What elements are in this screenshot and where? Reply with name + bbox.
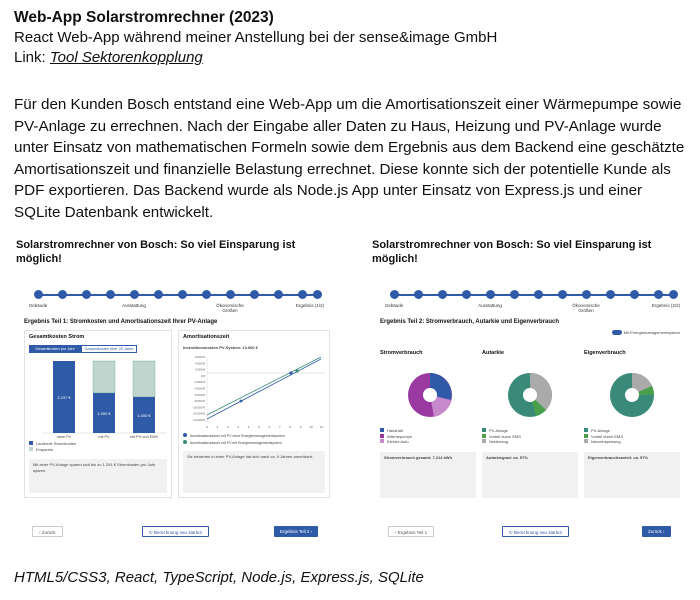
progress-stepper (28, 290, 325, 316)
amortisation-card (178, 330, 330, 498)
breakeven-point (289, 371, 292, 374)
x-tick-label: 1 (216, 425, 219, 429)
panel-title: Ergebnis Teil 1: Stromkosten und Amortisationszeit Ihrer PV-Anlage (24, 319, 218, 325)
costs-title: Gesamtkosten Strom (29, 334, 85, 340)
x-tick-label: 11 (319, 425, 323, 429)
bar-value: 1.000 € (97, 411, 111, 416)
consumption-pie (388, 362, 468, 428)
series-ohne-ems (207, 359, 321, 419)
x-tick-label: 4 (247, 425, 250, 429)
step-label: Ergebnis (1/2) (295, 303, 325, 308)
x-tick-label: 6 (268, 425, 271, 429)
screenshot-result-part-1 (16, 238, 338, 550)
legend-item: Haushalt (387, 428, 403, 433)
link-prefix: Link: (14, 49, 50, 66)
shot-title: Solarstromrechner von Bosch: So viel Einsparung ist möglich! (16, 239, 296, 265)
progress-stepper (384, 290, 681, 316)
link-line (14, 48, 686, 68)
legend-item: Amortisationsdauer mit PV ohne Energiemanagementsystem (190, 434, 285, 438)
page-title: Web-App Solarstromrechner (2023) (14, 9, 274, 26)
costs-card (24, 330, 172, 498)
autarky-info: Autarkiegrad: ca. 57% (482, 452, 578, 498)
bar-label: mit PV (98, 435, 110, 439)
legend-item: PV-Anlage (591, 428, 610, 433)
section-title: Stromverbrauch (380, 350, 423, 356)
x-tick-label: 9 (299, 425, 302, 429)
bar-value: 1.000 € (137, 413, 151, 418)
series-mit-ems (207, 357, 321, 415)
panel-title: Ergebnis Teil 2: Stromverbrauch, Autarkie und Eigenverbrauch (380, 319, 560, 325)
back-label: Zurück (41, 530, 56, 535)
step-label: Ergebnis (2/2) (651, 303, 681, 308)
tab-per-year[interactable]: Gesamtkosten pro Jahr (29, 345, 81, 353)
y-tick-label: 2.000 € (194, 367, 205, 372)
tech-stack: HTML5/CSS3, React, TypeScript, Node.js, Express.js, SQLite (14, 569, 424, 586)
step-dot (34, 290, 43, 299)
bar-label: ohne PV (56, 435, 72, 439)
next-button[interactable]: Ergebnis Teil 2 › (274, 526, 318, 537)
y-tick-label: -12.000 € (192, 411, 205, 416)
tool-link[interactable]: Tool Sektorenkopplung (49, 49, 203, 66)
y-tick-label: 4.000 € (194, 361, 205, 366)
x-tick-label: 2 (226, 425, 229, 429)
marker-point (240, 400, 243, 403)
step-label: Gebäude (28, 303, 48, 308)
step-label: Ökonomische Größen (216, 303, 244, 313)
autarky-legend (482, 428, 521, 445)
self-consumption-info: Eigenverbrauchsanteil: ca. 57% (584, 452, 680, 498)
self-consumption-legend (584, 428, 623, 445)
costs-info: Mit einer PV-Anlage sparen sich bis zu 1.291 € Stromkosten pro Jahr sparen. (29, 459, 167, 493)
description: Für den Kunden Bosch entstand eine Web-App um die Amortisationszeit einer Wärmepumpe sowie PV-Anlage zu errechnen. Nach der Eingabe aller Daten zu Haus, Heizung und PV-Anlage wurde unter Einsatz von mathematischen Formeln sowie dem Ergebnis aus dem Backend eine geschätzte Amortisationszeit und finanzielle Belastung errechnet. Diese konnte sich der potentielle Kunde als PDF exportieren. Das Backend wurde als Node.js App unter Einsatz von Express.js und einer SQLite Datenbank entwickelt. (14, 96, 685, 221)
x-tick-label: 7 (278, 425, 281, 429)
next-label: Ergebnis Teil 2 (280, 529, 310, 534)
y-tick-label: -8.000 € (193, 399, 205, 404)
legend-item: Ersparnis (36, 446, 53, 452)
bar-ems-saving (133, 361, 155, 397)
page-subtitle: React Web-App während meiner Anstellung bei der sense&image GmbH (14, 29, 498, 46)
x-tick-label: 5 (258, 425, 260, 429)
y-tick-label: -6.000 € (193, 392, 205, 397)
restart-button[interactable]: ↻ Berechnung neu starten (502, 526, 569, 537)
restart-label: Berechnung neu starten (154, 530, 203, 535)
back-button[interactable]: ‹ Zurück (32, 526, 63, 537)
breakeven-point (295, 369, 298, 372)
amortisation-info: Sie bewerten in einer PV-Anlage hat sich nach ca. 9 Jahren amortisiert. (183, 451, 325, 493)
tab-20-years[interactable]: Gesamtkosten über 20 Jahre (81, 345, 137, 353)
y-tick-label: -14.000 € (192, 418, 205, 422)
legend-item: Netzbezug (489, 439, 509, 444)
x-tick-label: 10 (309, 425, 313, 429)
step-label: Gebäude (384, 303, 404, 308)
x-tick-label: 8 (289, 425, 292, 429)
step-label: Ausstattung (122, 303, 146, 308)
toggle-label: Mit Energiemanagementsystem (623, 330, 680, 335)
amortisation-title: Amortisationszeit (183, 334, 230, 340)
y-tick-label: 0 € (200, 373, 205, 378)
legend-item: PV-Anlage (489, 428, 508, 433)
legend-item: Elektro Auto (387, 439, 409, 444)
y-tick-label: -4.000 € (193, 386, 205, 391)
screenshot-result-part-2 (372, 238, 694, 550)
back-button[interactable]: ‹ Ergebnis Teil 1 (388, 526, 434, 537)
costs-legend (29, 441, 76, 452)
bar-value: 2.237 € (57, 395, 71, 400)
x-tick-label: 0 (206, 425, 208, 429)
section-title: Autarkie (482, 350, 505, 356)
section-title: Eigenverbrauch (584, 350, 626, 356)
legend-item: Vorteil durch EMS (489, 433, 522, 439)
next-label: Zurück (648, 529, 662, 534)
next-button[interactable]: Zurück › (642, 526, 671, 537)
y-tick-label: -10.000 € (192, 405, 205, 410)
self-consumption-pie (594, 362, 674, 428)
consumption-info: Stromverbrauch gesamt: 7.214 kWh (380, 452, 476, 498)
legend-item: Laufende Stromkosten (36, 441, 77, 446)
ems-toggle[interactable] (612, 330, 680, 335)
investment-cost: Investitionskosten PV-System: 13.000 € (183, 345, 258, 350)
bar-label: mit PV und EMS (130, 435, 158, 439)
legend-item: Netzeinspeisung (591, 439, 621, 444)
step-label: Ausstattung (478, 303, 502, 308)
amortisation-legend (183, 433, 285, 446)
consumption-legend (380, 428, 412, 445)
toggle-switch[interactable] (612, 330, 622, 335)
costs-bar-chart (29, 357, 169, 439)
restart-button[interactable]: ↻ Berechnung neu starten (142, 526, 209, 537)
y-tick-label: -2.000 € (193, 380, 205, 385)
legend-item: Vorteil durch EMS (591, 433, 624, 439)
header (14, 8, 686, 68)
autarky-pie (492, 362, 572, 428)
restart-label: Berechnung neu starten (514, 530, 563, 535)
shot-title: Solarstromrechner von Bosch: So viel Einsparung ist möglich! (372, 239, 652, 265)
amortisation-line-chart (181, 353, 329, 429)
back-label: Ergebnis Teil 1 (397, 530, 428, 535)
legend-item: Wärmepumpe (387, 433, 413, 439)
legend-item: Amortisationsdauer mit PV mit Energiemanagementsystem (190, 440, 282, 445)
x-tick-label: 3 (237, 425, 240, 429)
step-label: Ökonomische Größen (572, 303, 600, 313)
bar-mit-pv-saving (93, 361, 115, 393)
y-tick-label: 6.000 € (194, 355, 205, 359)
